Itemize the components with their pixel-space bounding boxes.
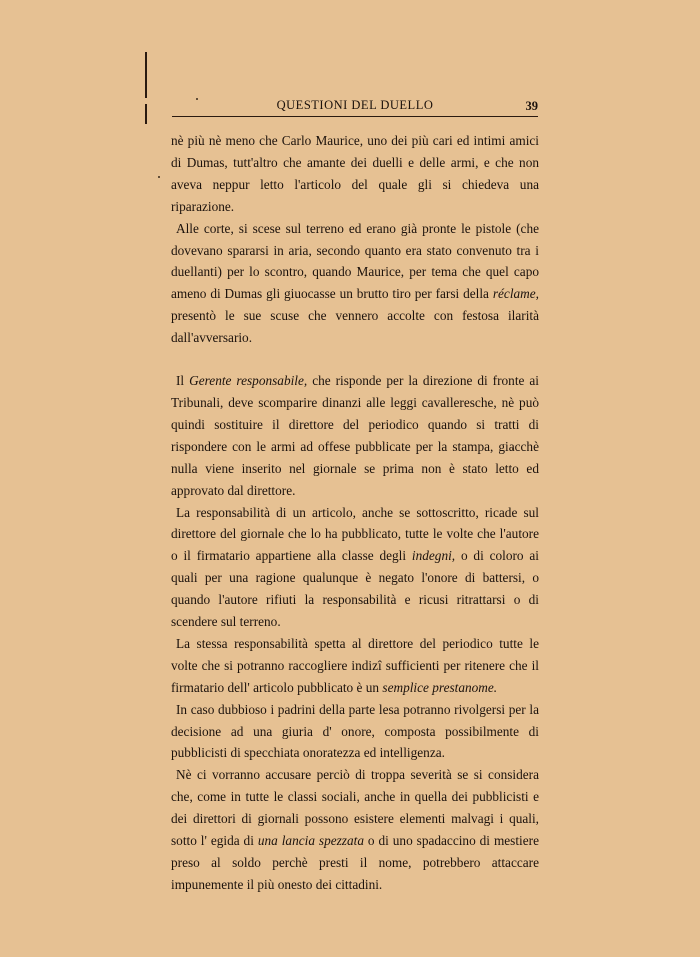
text-run: Il (176, 373, 190, 389)
text-run: o di coloro ai quali per una ragione qualunque è negato l'onore di battersi, o quando l'autore rifiuti la responsabilità e ricusi ritrattarsi o di scendere sul terreno. (171, 548, 539, 630)
text-run: Nè ci vorranno accusare perciò di troppa severità se si considera che, come in tutte le classi sociali, anche in quella dei pubblicisti e dei direttori di giornali possono esistere elementi malvagi i quali, sotto l' egida di (171, 767, 539, 849)
text-run: presentò le sue scuse che vennero accolte con festosa ilarità dall'avversario. (171, 308, 539, 346)
body-text (171, 130, 539, 896)
paragraph (171, 633, 539, 699)
italic-text: una lancia spezzata (257, 833, 364, 849)
running-header (172, 96, 538, 117)
page-number: 39 (525, 99, 538, 113)
italic-text: Gerente responsabile, (189, 373, 308, 389)
text-run: nè più nè meno che Carlo Maurice, uno dei più cari ed intimi amici di Dumas, tutt'altro che amante dei duelli e delle armi, e che non aveva neppur letto l'articolo del quale gli si chiedeva una riparazione. (171, 133, 539, 214)
italic-text: semplice prestanome. (382, 679, 498, 695)
text-run: che risponde per la direzione di fronte ai Tribunali, deve scomparire dinanzi alle leggi cavalleresche, nè può quindi sostituire il direttore del periodico quando si tratti di rispondere con le armi ad offese pubblicate per la stampa, giacchè nulla viene inserito nel giornale se prima non è stato letto ed approvato dal direttore. (171, 373, 539, 498)
paragraph (171, 699, 539, 765)
text-run: Alle corte, si scese sul terreno ed erano già pronte le pistole (che dovevano spararsi in aria, secondo quanto era stato convenuto tra i duellanti) per lo scontro, quando Maurice, per tema che quel capo ameno di Dumas gli giuocasse un brutto tiro per farsi della (171, 220, 539, 302)
ink-speck (158, 176, 160, 178)
paragraph (171, 502, 539, 633)
paragraph (171, 764, 539, 895)
running-title: QUESTIONI DEL DUELLO (276, 98, 434, 112)
italic-text: indegni, (411, 548, 456, 564)
italic-text: réclame, (492, 286, 539, 302)
text-run: o di uno spadaccino di mestiere preso al soldo perchè presti il nome, potrebbero attaccare impunemente il più onesto dei cittadini. (171, 833, 539, 892)
text-run: In caso dubbioso i padrini della parte lesa potranno rivolgersi per la decisione ad una giuria d' onore, composta possibilmente di pubblicisti di specchiata onoratezza ed intelligenza. (171, 701, 539, 761)
text-run: La stessa responsabilità spetta al direttore del periodico tutte le volte che si potranno raccogliere indizî sufficienti per ritenere che il firmatario dell' articolo pubblicato è un (171, 635, 539, 695)
paragraph (171, 218, 539, 349)
paragraph (171, 130, 539, 218)
margin-mark (145, 52, 147, 98)
text-run: La responsabilità di un articolo, anche se sottoscritto, ricade sul direttore del giornale che lo ha pubblicato, tutte le volte che l'autore o il firmatario appartiene alla classe degli (171, 504, 539, 564)
margin-mark (145, 104, 147, 124)
paragraph (171, 370, 539, 501)
